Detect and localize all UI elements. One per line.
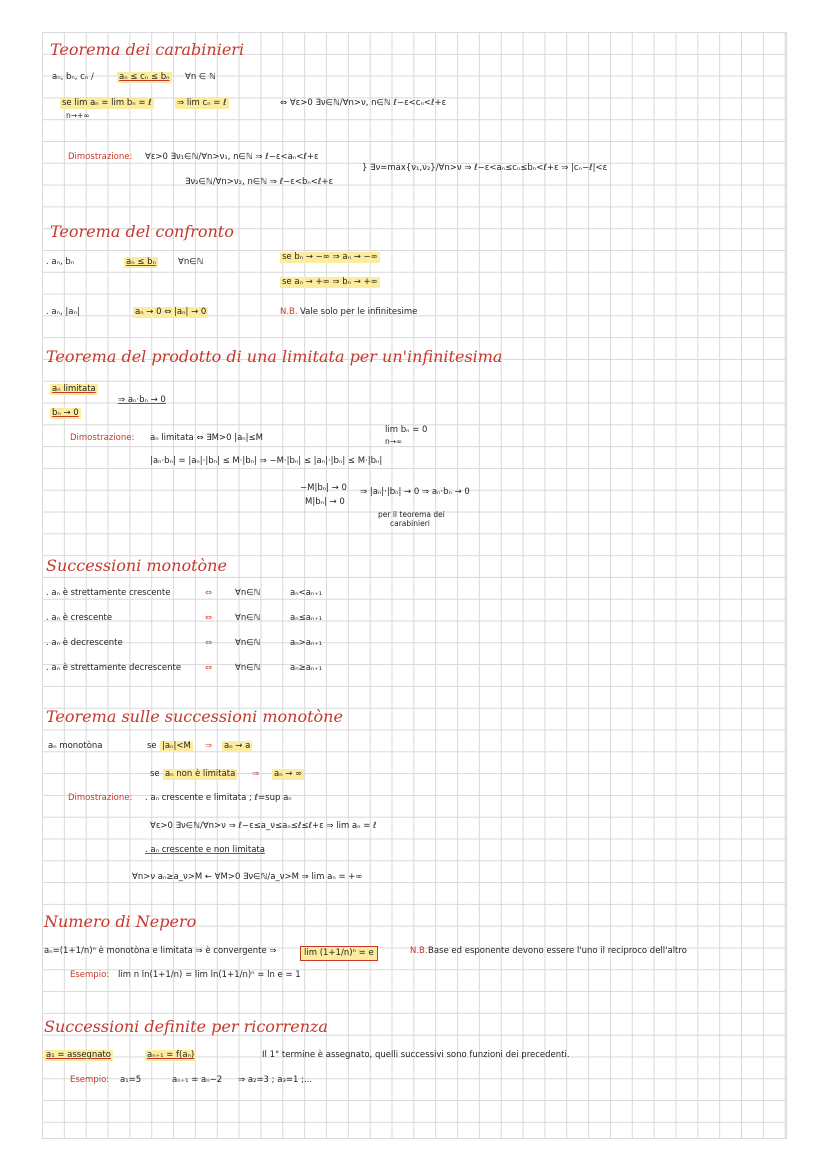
text-line: |aₙ·bₙ| = |aₙ|·|bₙ| ≤ M·|bₙ| ⇒ −M·|bₙ| ≤ |aₙ|·|bₙ| ≤ M·|bₙ|	[150, 456, 383, 466]
highlighted-formula: aₙ₊₁ = f(aₙ)	[147, 1050, 195, 1060]
text-line: aₙ, bₙ, cₙ /	[52, 72, 94, 82]
text-line: a₁=5	[120, 1075, 142, 1085]
text-line: . aₙ crescente e non limitata	[145, 845, 265, 855]
text-line: Vale solo per le infinitesime	[300, 307, 418, 317]
text-line: ∀n>ν aₙ≥a_ν>M ← ∀M>0 ∃ν∈ℕ/a_ν>M ⇒ lim aₙ = +∞	[132, 872, 363, 882]
text-line: aₙ₊₁ = aₙ−2	[172, 1075, 223, 1085]
text-line: ⇒ aₙ·bₙ → 0	[118, 395, 166, 405]
quantifier: ∀n∈ℕ	[235, 588, 261, 598]
example-label: Esempio:	[70, 970, 110, 980]
iff-arrow: ⇔	[205, 613, 213, 623]
monotone-definition: . aₙ è strettamente decrescente	[46, 663, 182, 673]
text-line: M|bₙ| → 0	[305, 497, 345, 507]
relation: aₙ≤aₙ₊₁	[290, 613, 323, 623]
section-title: Successioni monotòne	[46, 556, 227, 575]
highlighted-formula: aₙ → ∞	[274, 769, 303, 779]
highlighted-formula: aₙ non è limitata	[165, 769, 236, 779]
quantifier: ∀n∈ℕ	[235, 638, 261, 648]
section-title: Teorema sulle successioni monotòne	[46, 707, 343, 726]
highlighted-formula: bₙ → 0	[52, 408, 79, 418]
section-title: Teorema del prodotto di una limitata per un'infinitesima	[46, 347, 503, 366]
highlighted-formula: se bₙ → −∞ ⇒ aₙ → −∞	[282, 252, 378, 262]
text-line: ∀n ∈ ℕ	[185, 72, 216, 82]
nb-label: N.B.	[280, 307, 298, 317]
boxed-formula: lim (1+1/n)ⁿ = e	[300, 946, 378, 961]
text-line: Il 1° termine è assegnato, quelli successivi sono funzioni dei precedenti.	[262, 1050, 570, 1060]
highlighted-formula: aₙ → 0 ⇔ |aₙ| → 0	[135, 307, 207, 317]
highlighted-formula: |aₙ|<M	[162, 741, 191, 751]
text-line: aₙ monotòna	[48, 741, 103, 751]
relation: aₙ>aₙ₊₁	[290, 638, 323, 648]
text-line: . aₙ crescente e limitata ; ℓ=sup aₙ	[145, 793, 292, 803]
highlighted-formula: se lim aₙ = lim bₙ = ℓ	[62, 98, 152, 108]
proof-label: Dimostrazione:	[68, 793, 133, 803]
section-title: Teorema del confronto	[50, 222, 234, 241]
arrow: ⇒	[205, 741, 213, 751]
section-title: Numero di Nepero	[44, 912, 197, 931]
quantifier: ∀n∈ℕ	[235, 663, 261, 673]
monotone-definition: . aₙ è crescente	[46, 613, 113, 623]
text-line: . aₙ, |aₙ|	[46, 307, 80, 317]
monotone-definition: . aₙ è strettamente crescente	[46, 588, 171, 598]
relation: aₙ<aₙ₊₁	[290, 588, 323, 598]
example-label: Esempio:	[70, 1075, 110, 1085]
iff-arrow: ⇔	[205, 663, 213, 673]
limit-subscript: n→+∞	[66, 111, 90, 120]
text-line: ∀ε>0 ∃ν₁∈ℕ/∀n>ν₁, n∈ℕ ⇒ ℓ−ε<aₙ<ℓ+ε	[145, 152, 319, 162]
text-line: carabinieri	[390, 519, 430, 528]
highlighted-formula: se aₙ → +∞ ⇒ bₙ → +∞	[282, 277, 378, 287]
text-line: ⇔ ∀ε>0 ∃ν∈ℕ/∀n>ν, n∈ℕ ℓ−ε<cₙ<ℓ+ε	[280, 98, 447, 108]
text-line: ∃ν₂∈ℕ/∀n>ν₂, n∈ℕ ⇒ ℓ−ε<bₙ<ℓ+ε	[185, 177, 334, 187]
text-line: ∀ε>0 ∃ν∈ℕ/∀n>ν ⇒ ℓ−ε≤a_ν≤aₙ≤ℓ≤ℓ+ε ⇒ lim aₙ = ℓ	[150, 821, 377, 831]
text-line: lim bₙ = 0	[385, 425, 428, 435]
highlighted-formula: aₙ limitata	[52, 384, 96, 394]
text-line: se	[150, 769, 160, 779]
nb-label: N.B.	[410, 946, 428, 956]
text-line: per il teorema dei	[378, 510, 445, 519]
section-title: Teorema dei carabinieri	[50, 40, 245, 59]
proof-label: Dimostrazione:	[68, 152, 133, 162]
proof-label: Dimostrazione:	[70, 433, 135, 443]
highlighted-formula: aₙ → a	[224, 741, 251, 751]
highlighted-formula: ⇒ lim cₙ = ℓ	[177, 98, 227, 108]
highlighted-formula: aₙ ≤ bₙ	[126, 257, 156, 267]
text-line: Base ed esponente devono essere l'uno il reciproco dell'altro	[428, 946, 687, 956]
text-line: −M|bₙ| → 0	[300, 483, 347, 493]
quantifier: ∀n∈ℕ	[235, 613, 261, 623]
text-line: ⇒ a₂=3 ; a₃=1 ;...	[238, 1075, 313, 1085]
iff-arrow: ⇔	[205, 638, 213, 648]
highlighted-formula: aₙ ≤ cₙ ≤ bₙ	[119, 72, 170, 82]
relation: aₙ≥aₙ₊₁	[290, 663, 323, 673]
monotone-definition: . aₙ è decrescente	[46, 638, 123, 648]
text-line: se	[147, 741, 157, 751]
highlighted-formula: a₁ = assegnato	[46, 1050, 111, 1060]
section-title: Successioni definite per ricorrenza	[44, 1017, 328, 1036]
text-line: aₙ=(1+1/n)ⁿ è monotòna e limitata ⇒ è convergente ⇒	[44, 946, 277, 956]
iff-arrow: ⇔	[205, 588, 213, 598]
text-line: aₙ limitata ⇔ ∃M>0 |aₙ|≤M	[150, 433, 263, 443]
text-line: ⇒ |aₙ|·|bₙ| → 0 ⇒ aₙ·bₙ → 0	[360, 487, 470, 497]
text-line: } ∃ν=max{ν₁,ν₂}/∀n>ν ⇒ ℓ−ε<aₙ≤cₙ≤bₙ<ℓ+ε ⇒ |cₙ−ℓ|<ε	[362, 163, 608, 173]
text-line: lim n ln(1+1/n) = lim ln(1+1/n)ⁿ = ln e = 1	[118, 970, 301, 980]
arrow: ⇒	[252, 769, 260, 779]
limit-subscript: n→∞	[385, 437, 403, 446]
text-line: ∀n∈ℕ	[178, 257, 204, 267]
text-line: . aₙ, bₙ	[46, 257, 75, 267]
